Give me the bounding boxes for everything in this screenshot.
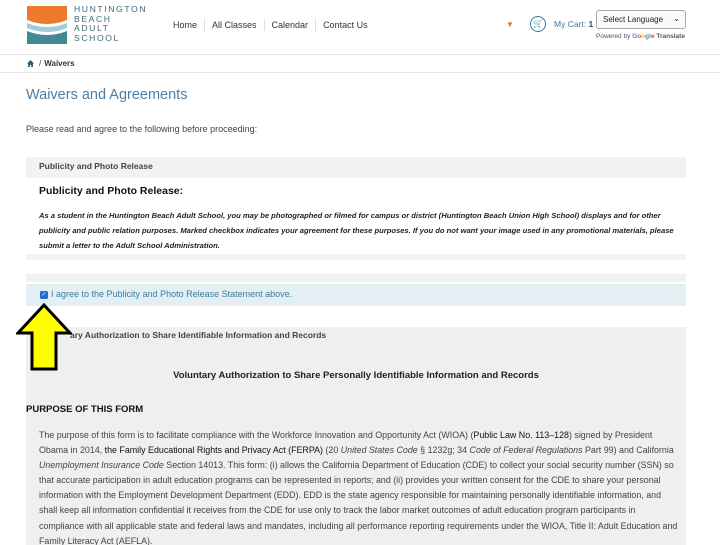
section-spacer xyxy=(26,274,686,282)
authorization-title: Voluntary Authorization to Share Personally Identifiable Information and Records xyxy=(173,370,539,381)
annotation-arrow-icon xyxy=(16,303,72,371)
breadcrumb-current: Waivers xyxy=(44,59,75,68)
publicity-text: As a student in the Huntington Beach Adult School, you may be photographed or filmed for campus or district (Huntington Beach Union High School) displays and for other publicity and public relation purposes. Marked checkbox indicates your agreement for these purposes. If you do not want your image used in any promotional materials, please submit a letter to the Adult School Administration. xyxy=(39,211,674,250)
page-title: Waivers and Agreements xyxy=(26,87,188,103)
site-header xyxy=(0,0,720,55)
publicity-agree-label[interactable]: I agree to the Publicity and Photo Release Statement above. xyxy=(51,289,293,299)
nav-home[interactable]: Home xyxy=(173,20,198,30)
school-logo-icon[interactable] xyxy=(27,6,67,44)
publicity-title: Publicity and Photo Release: xyxy=(39,185,184,197)
breadcrumb xyxy=(27,59,75,68)
authorization-section-header: ary Authorization to Share Identifiable Information and Records xyxy=(70,330,327,340)
publicity-agree-row[interactable] xyxy=(26,284,686,306)
translate-link[interactable]: Translate xyxy=(656,33,685,40)
chevron-down-icon: ⌄ xyxy=(673,14,680,23)
account-dropdown-icon[interactable]: ▼ xyxy=(506,20,514,29)
publicity-section-body xyxy=(26,178,686,254)
nav-calendar[interactable]: Calendar xyxy=(264,19,316,31)
google-logo: Google xyxy=(632,33,655,40)
google-translate-credit: Powered by Google Translate xyxy=(596,33,685,40)
language-select[interactable]: Select Language ⌄ xyxy=(596,10,686,29)
school-name[interactable]: HUNTINGTON BEACH ADULT SCHOOL xyxy=(74,4,148,43)
purpose-text: The purpose of this form is to facilitate compliance with the Workforce Innovation and Opportunity Act (WIOA) (Public Law No. 113–128) signed by President Obama in 2014, the Family Educational Rights and Privacy Act (FERPA) (20 United States Code § 1232g; 34 Code of Federal Regulations Part 99) and California Unemployment Insurance Code Section 14013. This form: (i) allows the California Department of Education (CDE) to collect your social security number (SSN) so that accurate participation in adult education programs can be represented in reports; and (ii) provides your written consent for the CDE to share your personal information with the Employment Development Department (EDD). EDD is the state agency responsible for maintaining personally identifiable information, and shall keep all information confidential it receives from the CDE for use only to track the labor market outcomes of adult education program participants in compliance with all applicable state and federal laws and mandates, including all performance reporting requirements under the WIOA, Title II: Adult Education and Family Literacy Act (AEFLA). xyxy=(39,430,678,545)
publicity-agree-checkbox[interactable]: ✓ xyxy=(41,292,47,298)
home-icon[interactable] xyxy=(27,60,34,67)
main-nav xyxy=(166,19,375,31)
breadcrumb-divider xyxy=(0,72,720,73)
my-cart-link[interactable]: My Cart: 1 xyxy=(554,19,594,29)
publicity-section xyxy=(26,157,686,260)
publicity-section-header: Publicity and Photo Release xyxy=(39,161,153,171)
nav-all-classes[interactable]: All Classes xyxy=(204,19,264,31)
breadcrumb-separator: / xyxy=(39,59,42,68)
cart-icon[interactable]: 🛒 xyxy=(530,16,546,32)
nav-contact-us[interactable]: Contact Us xyxy=(315,19,375,31)
intro-text: Please read and agree to the following before proceeding: xyxy=(26,124,258,134)
cart-count: 1 xyxy=(588,19,594,29)
purpose-heading: PURPOSE OF THIS FORM xyxy=(26,404,144,415)
